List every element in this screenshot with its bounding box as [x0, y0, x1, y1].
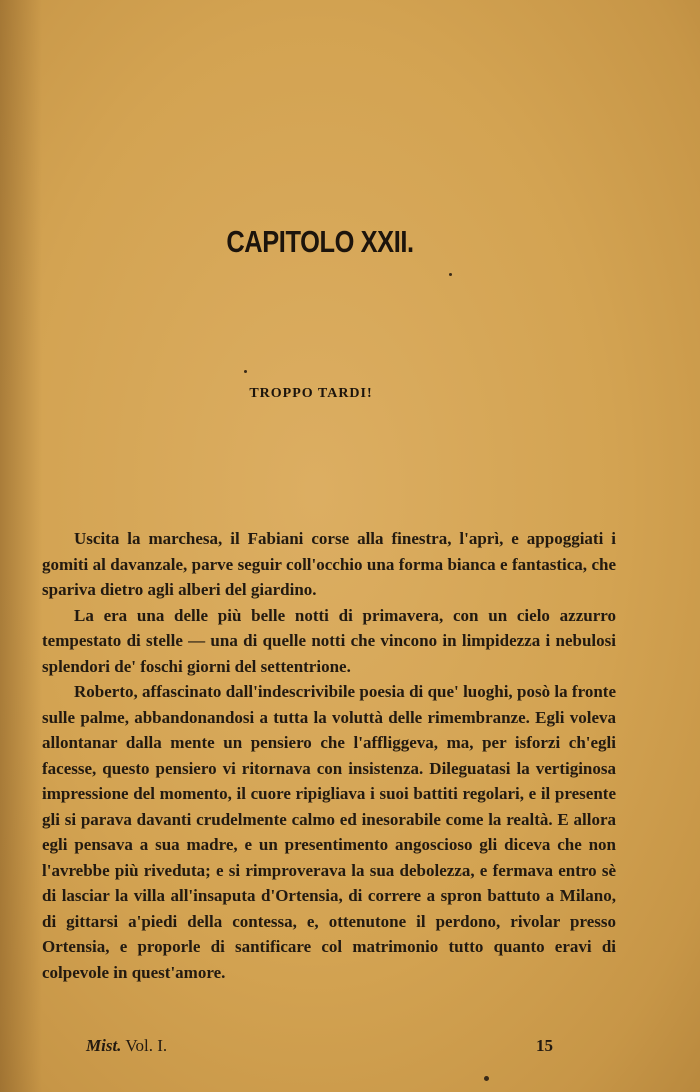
paper-speck — [484, 1076, 489, 1081]
paper-speck — [244, 370, 247, 373]
page-gutter-shadow — [0, 0, 42, 1092]
chapter-body — [42, 526, 616, 985]
signature-abbreviation: Mist. — [86, 1036, 122, 1055]
chapter-title: CAPITOLO XXII. — [226, 224, 414, 259]
paragraph-1: Uscita la marchesa, il Fabiani corse alla finestra, l'aprì, e appoggiati i gomiti al davanzale, parve seguir coll'occhio una forma bianca e fantastica, che spariva dietro agli alberi del giardino. — [42, 529, 616, 599]
signature-volume: Vol. I. — [125, 1036, 168, 1055]
paper-speck — [449, 273, 452, 276]
paragraph-2: La era una delle più belle notti di primavera, con un cielo azzurro tempestato di stelle — una di quelle notti che vincono in limpidezza i nebulosi splendori de' foschi giorni del settentrione. — [42, 605, 616, 676]
paragraph-3: Roberto, affascinato dall'indescrivibile poesia di que' luoghi, posò la fronte sulle palme, abbandonandosi a tutta la voluttà delle rimembranze. Egli voleva allontanar dalla mente un pensiero che l'affliggeva, ma, per isforzi ch'egli facesse, questo pensiero vi ritornava con insistenza. Dileguatasi la vertiginosa impressione del momento, il cuore ripigliava i suoi battiti regolari, e il presente gli si parava davanti crudelmente calmo ed inesorabile come la realtà. E allora egli pensava a sua madre, e un presentimento angoscioso gli diceva che non l'avrebbe più riveduta; e si rimproverava la sua debolezza, e fermava entro sè di lasciar la villa all'insaputa d'Ortensia, di correre a spron battuto a Milano, di gittarsi a'piedi della contessa, e, ottenutone il perdono, rivolar presso Ortensia, e proporle di santificare col matrimonio tutto quanto eravi di colpevole in quest'amore. — [42, 682, 616, 982]
printer-signature — [86, 1036, 167, 1056]
chapter-subtitle: TROPPO TARDI! — [249, 386, 373, 401]
page-number: 15 — [536, 1036, 553, 1055]
page-footer — [0, 1036, 700, 1060]
